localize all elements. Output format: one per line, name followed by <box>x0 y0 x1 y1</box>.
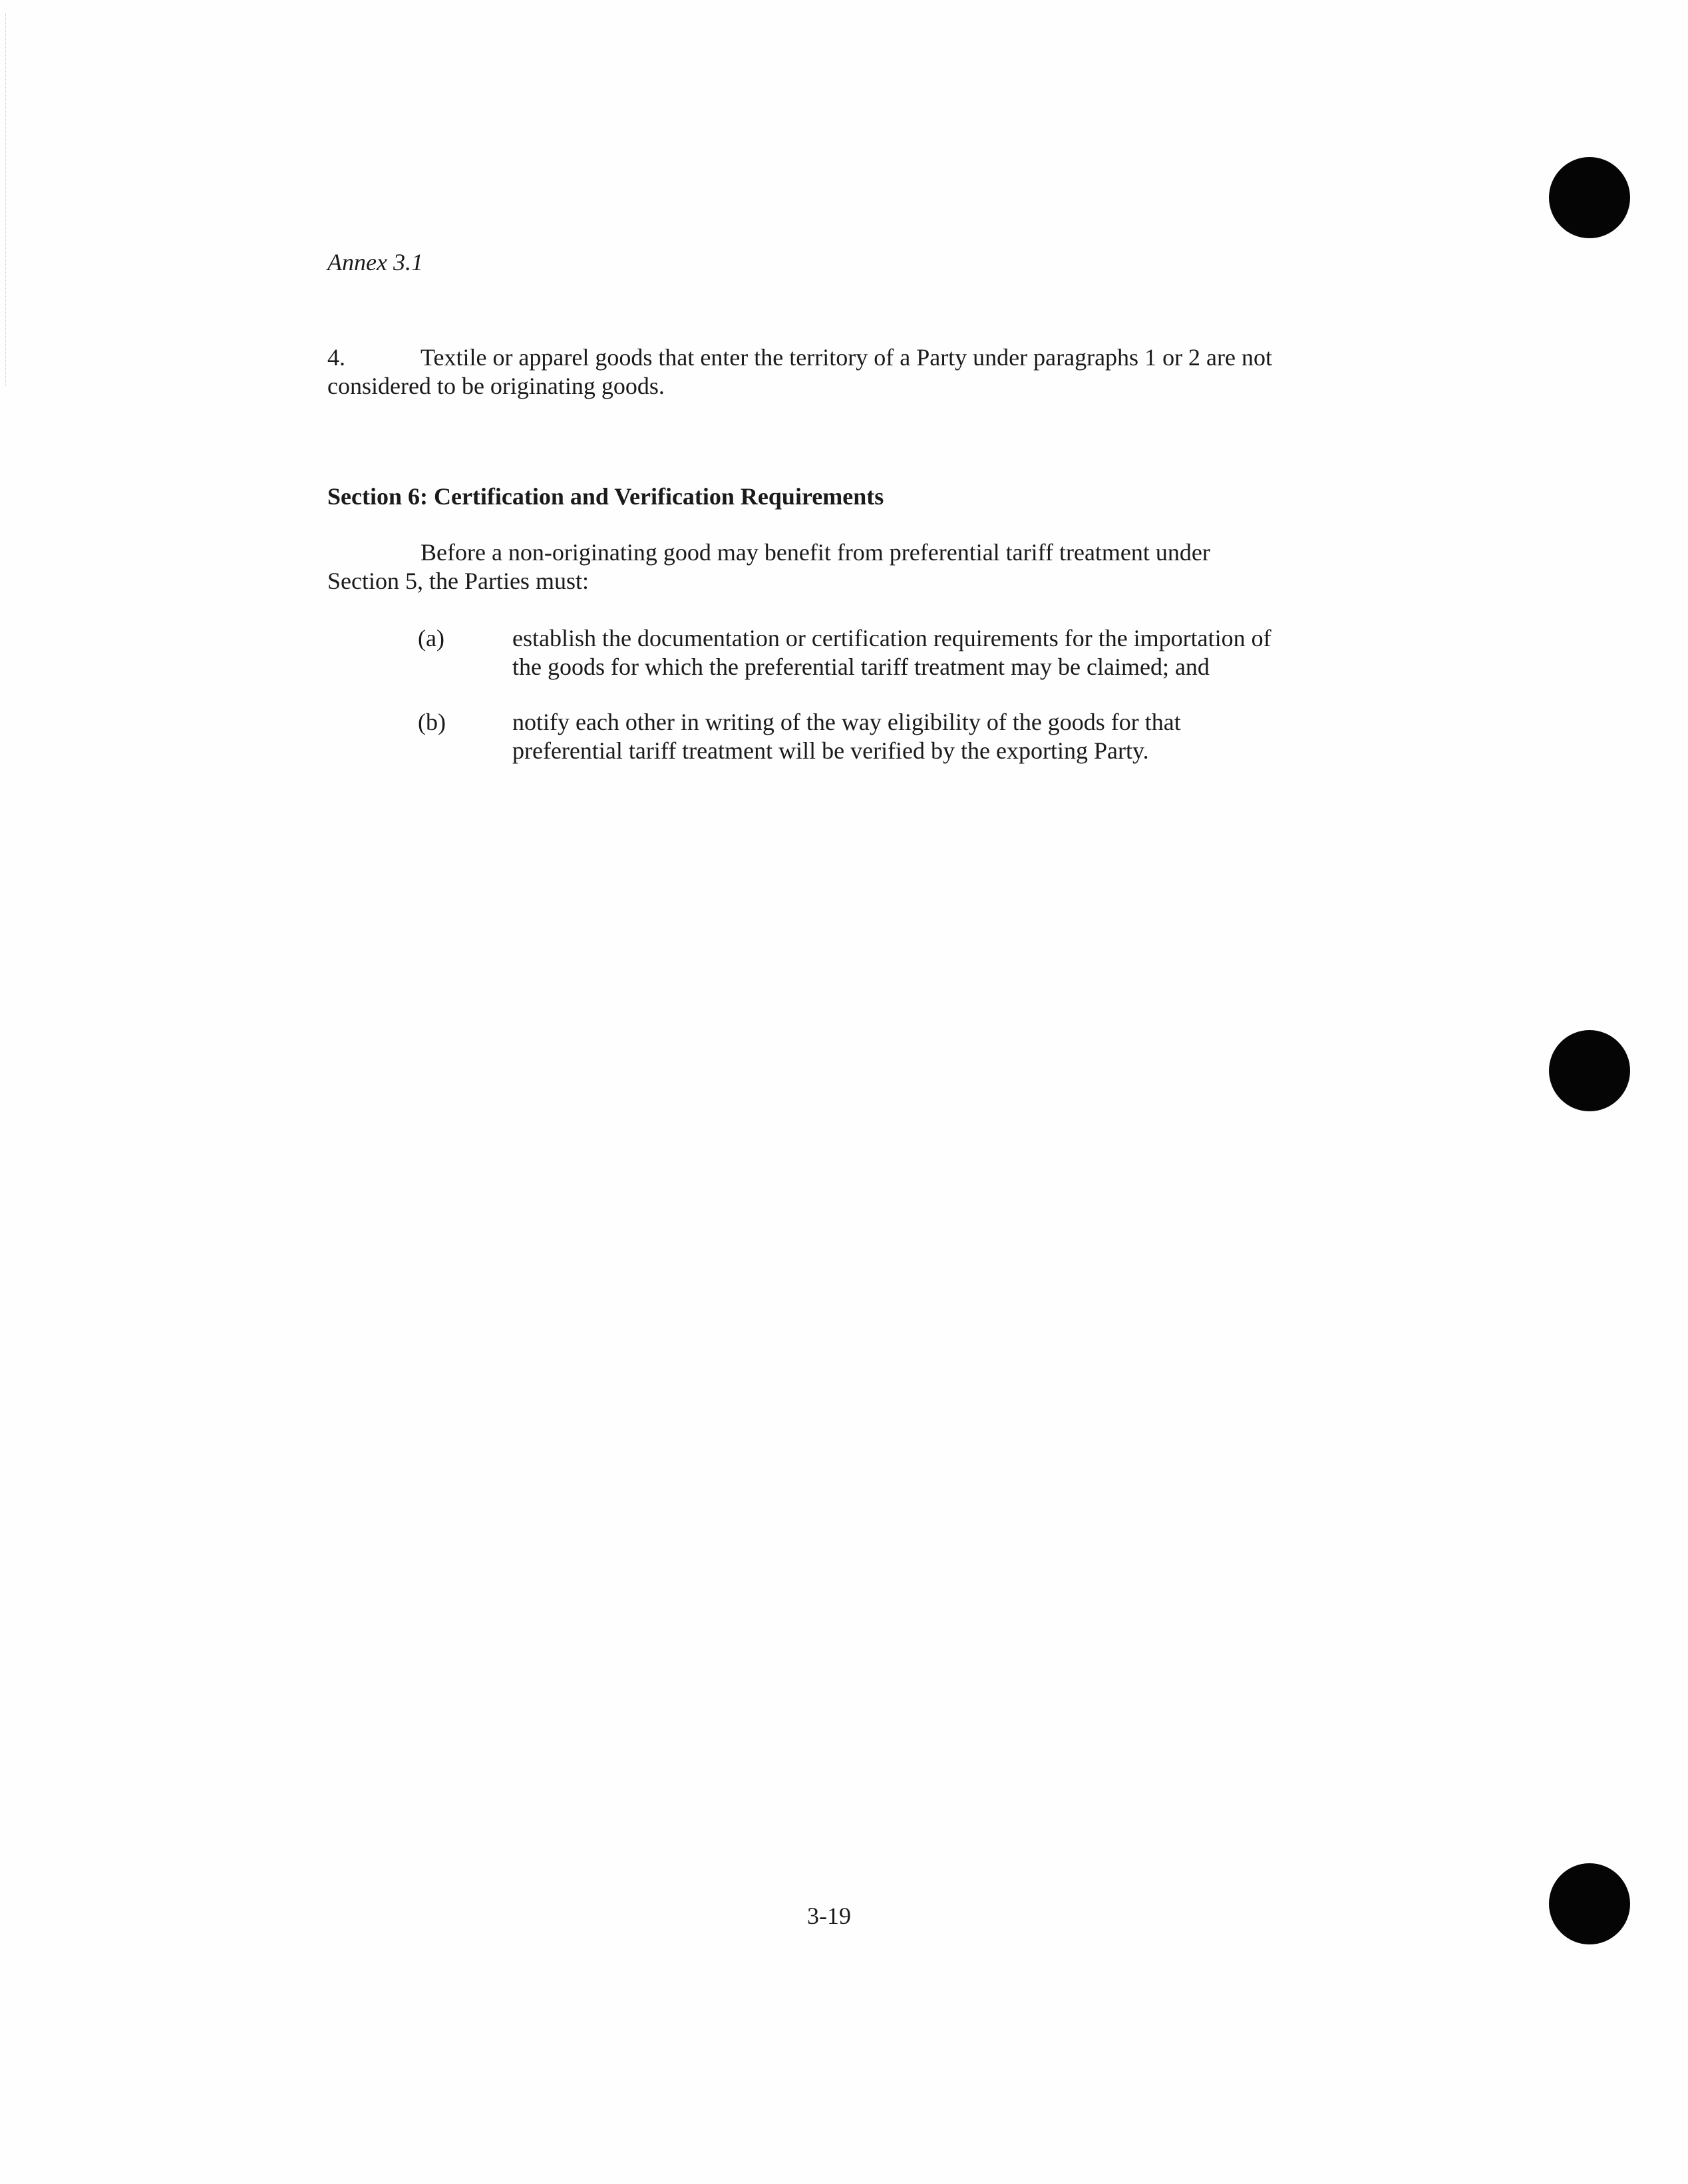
scan-edge-marks <box>5 13 9 386</box>
paragraph-number: 4. <box>327 344 345 371</box>
list-item-b-line-1: notify each other in writing of the way eligibility of the goods for that <box>512 709 1181 735</box>
paragraph-4-text: Textile or apparel goods that enter the territory of a Party under paragraphs 1 or 2 are not <box>421 344 1273 371</box>
list-item-b-line-2: preferential tariff treatment will be verified by the exporting Party. <box>512 737 1149 764</box>
list-item-label-b: (b) <box>418 709 446 735</box>
punch-hole-bottom <box>1549 1863 1630 1944</box>
list-item-label-a: (a) <box>418 625 444 651</box>
section-title: Section 6: Certification and Verification Requirements <box>327 483 884 510</box>
section-intro-line-1: Before a non-originating good may benefit from preferential tariff treatment under <box>421 539 1210 566</box>
punch-hole-top <box>1549 157 1630 238</box>
list-item-a-line-1: establish the documentation or certification requirements for the importation of <box>512 625 1271 651</box>
page-number: 3-19 <box>807 1903 851 1929</box>
punch-hole-middle <box>1549 1030 1630 1111</box>
section-intro-line-2: Section 5, the Parties must: <box>327 568 589 594</box>
paragraph-4-line-1 <box>327 343 1272 372</box>
paragraph-4-line-2: considered to be originating goods. <box>327 373 665 399</box>
annex-header: Annex 3.1 <box>327 249 423 275</box>
list-item-a-line-2: the goods for which the preferential tariff treatment may be claimed; and <box>512 653 1210 680</box>
